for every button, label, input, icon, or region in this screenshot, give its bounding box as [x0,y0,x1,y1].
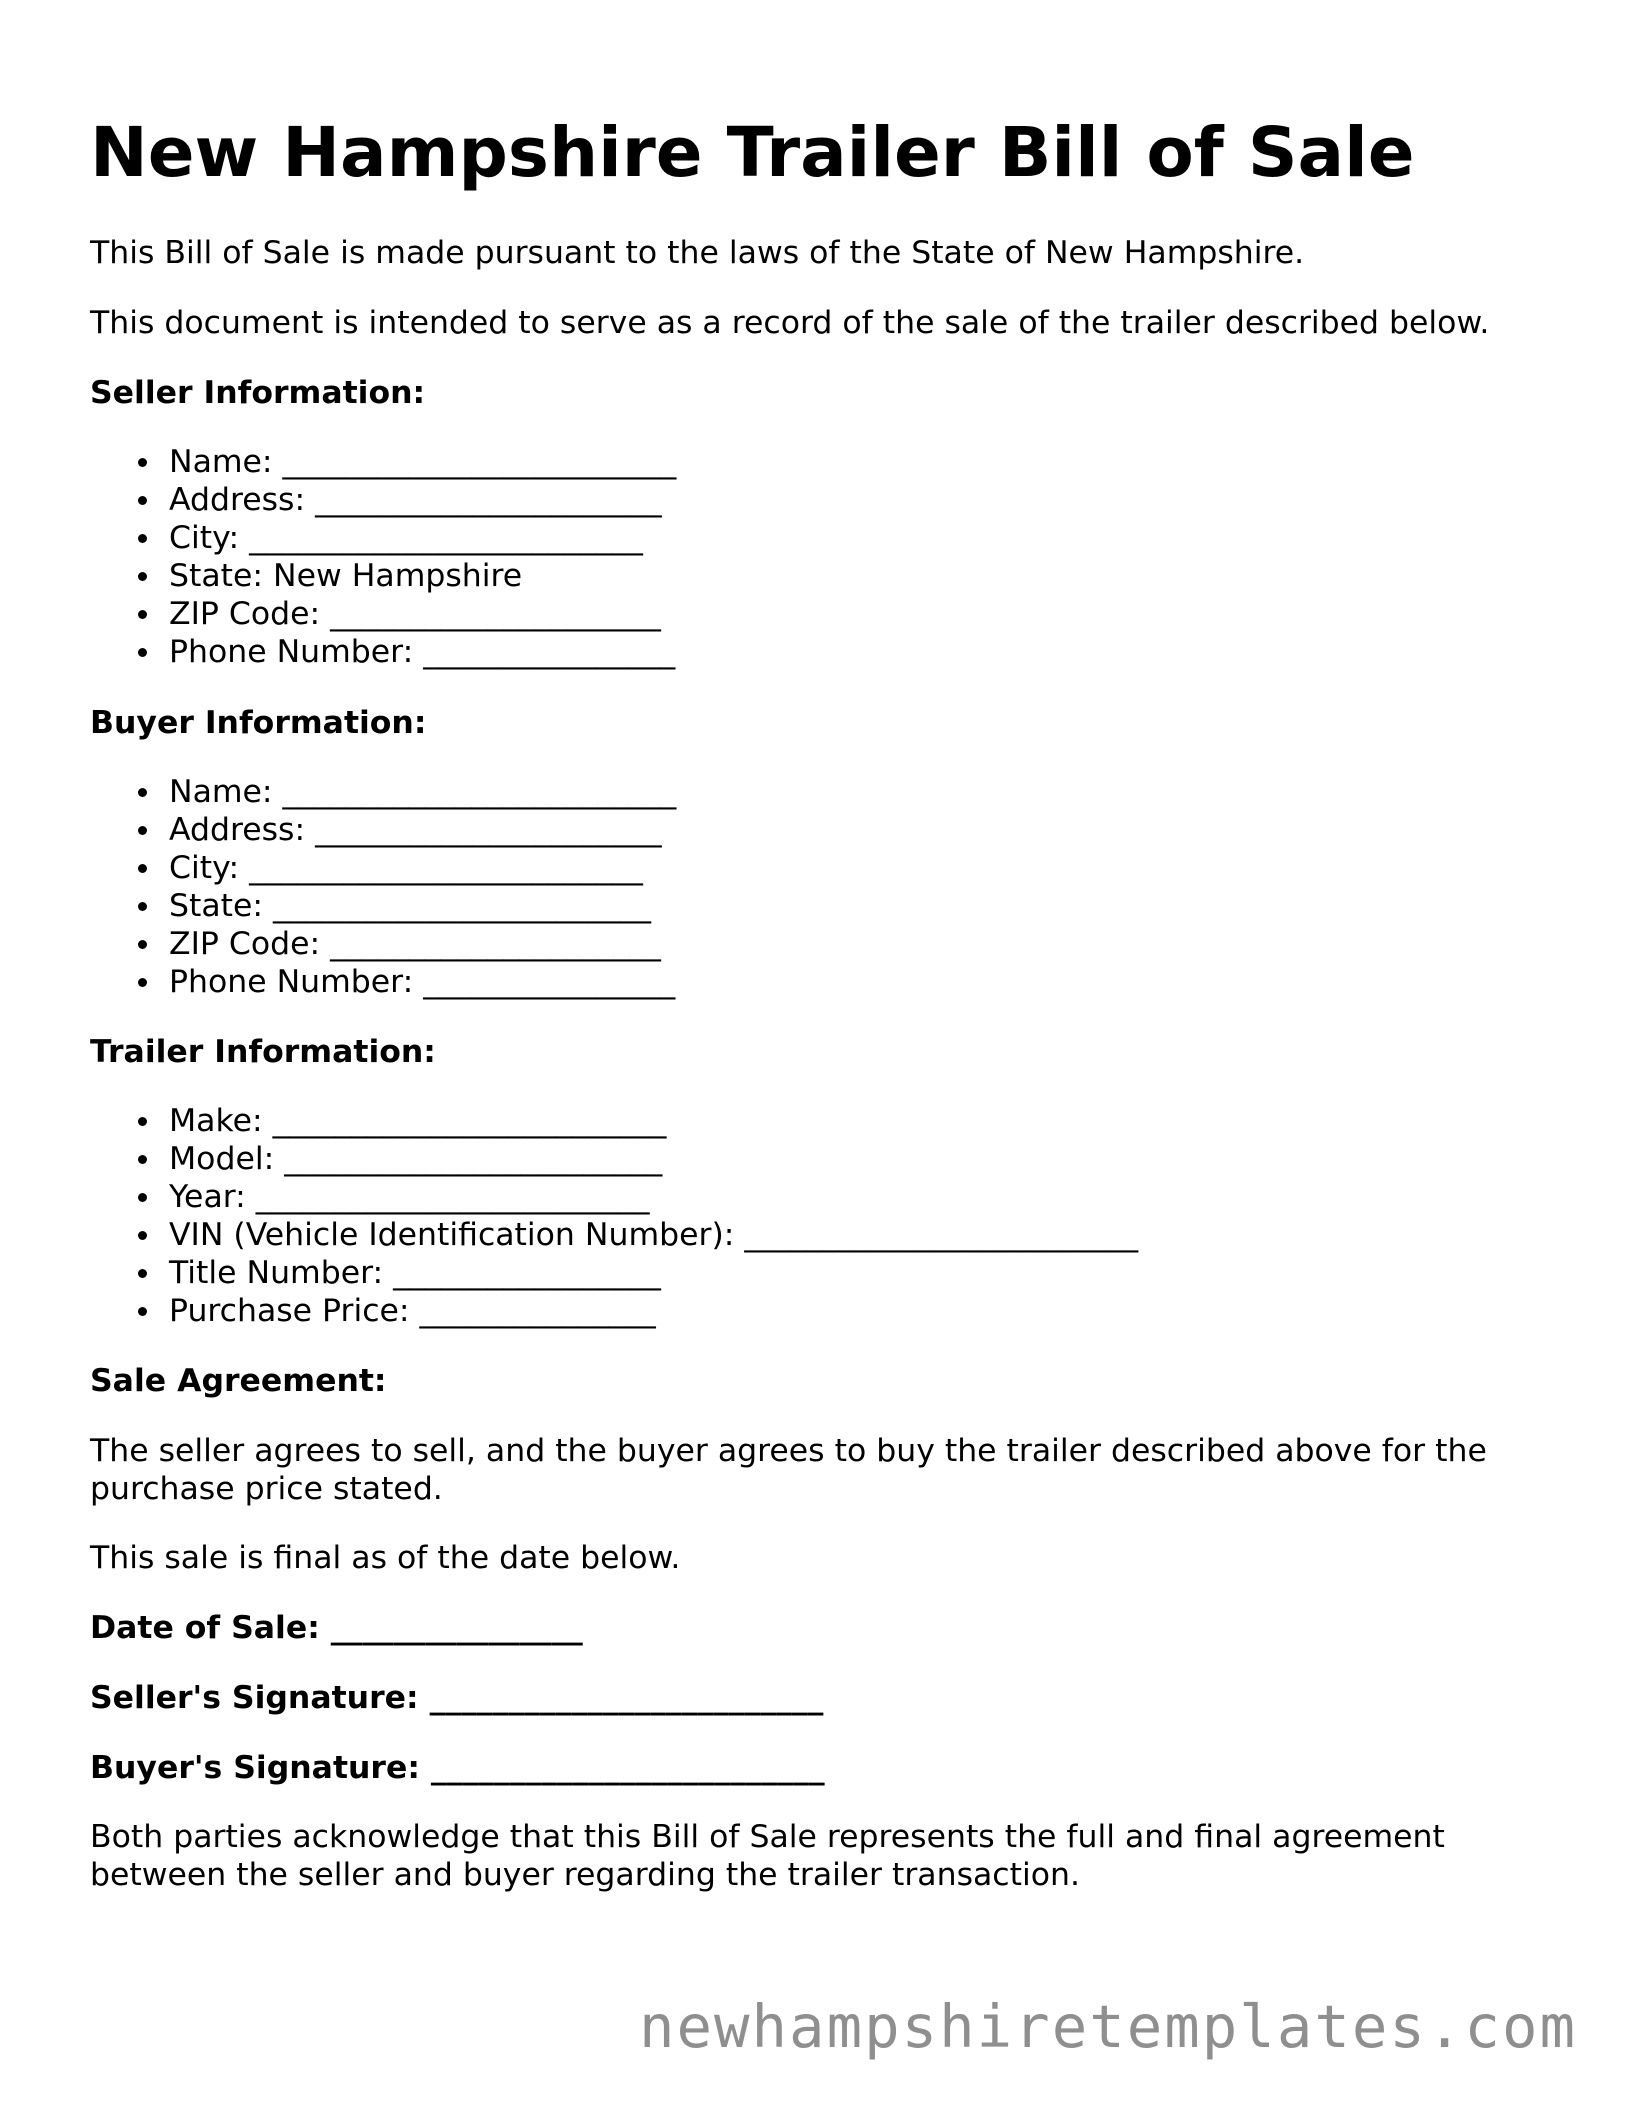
list-item: Year: _________________________ [90,1178,1138,1216]
agreement-section-heading: Sale Agreement: [90,1363,387,1399]
date-of-sale-line: Date of Sale: ________________ [90,1610,583,1646]
intro-paragraph: This document is intended to serve as a record of the sale of the trailer described below. [90,305,1490,341]
agreement-final-paragraph: This sale is final as of the date below. [90,1540,681,1576]
list-item: VIN (Vehicle Identification Number): _________________________ [90,1216,1138,1254]
buyer-info-list [90,773,676,1001]
list-item: State: New Hampshire [90,557,676,595]
agreement-paragraph: The seller agrees to sell, and the buyer agrees to buy the trailer described above for the purchase price stated. [90,1433,1487,1507]
list-item: ZIP Code: _____________________ [90,595,676,633]
list-item: City: _________________________ [90,519,676,557]
list-item: Address: ______________________ [90,811,676,849]
list-item: Make: _________________________ [90,1102,1138,1140]
intro-paragraph: This Bill of Sale is made pursuant to the laws of the State of New Hampshire. [90,235,1305,271]
closing-paragraph: Both parties acknowledge that this Bill of Sale represents the full and final agreement between the seller and buyer regarding the trailer transaction. [90,1819,1445,1893]
seller-signature-line: Seller's Signature: _________________________ [90,1680,824,1716]
page-title: New Hampshire Trailer Bill of Sale [90,113,1415,193]
list-item: State: ________________________ [90,887,676,925]
list-item: Purchase Price: _______________ [90,1292,1138,1330]
trailer-info-list [90,1102,1138,1330]
buyer-section-heading: Buyer Information: [90,705,427,741]
list-item: Name: _________________________ [90,443,676,481]
buyer-signature-line: Buyer's Signature: _________________________ [90,1750,825,1786]
list-item: City: _________________________ [90,849,676,887]
seller-info-list [90,443,676,671]
watermark: newhampshiretemplates.com [638,1992,1577,2061]
trailer-section-heading: Trailer Information: [90,1034,436,1070]
seller-section-heading: Seller Information: [90,375,426,411]
list-item: Model: ________________________ [90,1140,1138,1178]
list-item: ZIP Code: _____________________ [90,925,676,963]
list-item: Title Number: _________________ [90,1254,1138,1292]
list-item: Phone Number: ________________ [90,963,676,1001]
list-item: Phone Number: ________________ [90,633,676,671]
list-item: Address: ______________________ [90,481,676,519]
list-item: Name: _________________________ [90,773,676,811]
